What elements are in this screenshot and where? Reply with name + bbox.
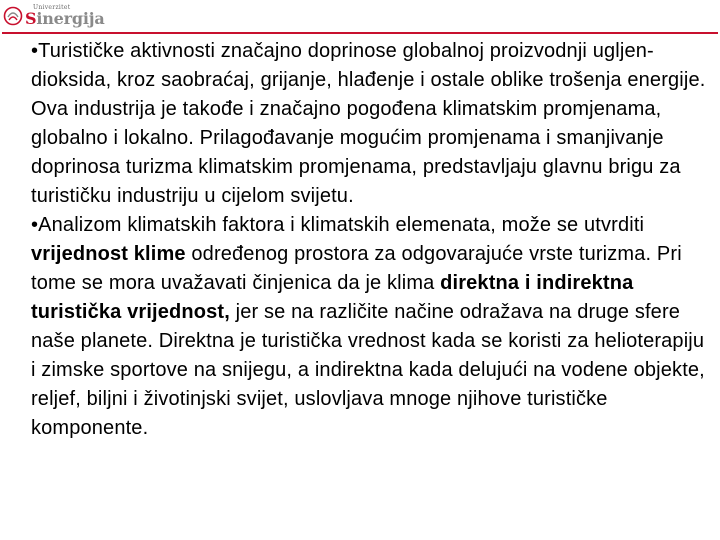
paragraph-2-bold-1: vrijednost klime [31,243,186,265]
paragraph-2-text-1: Analizom klimatskih faktora i klimatskih elemenata, može se utvrditi [38,214,645,236]
university-logo [3,2,105,30]
logo-initial: S [25,9,37,28]
logo-main-text [25,11,105,27]
university-logo-icon [3,6,23,26]
paragraph-1 [31,37,711,211]
bullet: • [31,214,39,236]
logo-text [25,5,105,27]
logo-small-text: Univerzitet [33,4,71,11]
bullet: • [31,40,39,62]
logo-name-rest: inergija [36,9,105,28]
paragraph-1-text: Turističke aktivnosti značajno doprinose globalnoj proizvodnji ugljen-dioksida, kroz saobraćaj, grijanje, hlađenje i ostale oblike trošenja energije. Ova industrija je takođe i značajno pogođena klimatskim promjenama, globalno i lokalno. Prilagođavanje mogućim promjenama i smanjivanje doprinosa turizma klimatskim promjenama, predstavljaju glavnu brigu za turističku industriju u cijelom svijetu. [31,40,706,207]
paragraph-2-bold-2: direktna i indirektna turistička vrijednost, [31,272,634,323]
header-divider [2,32,718,34]
slide-content [31,37,711,443]
paragraph-2-text-2: određenog prostora za odgovarajuće vrste turizma. Pri tome se mora uvažavati činjenica da je klima [31,243,682,294]
paragraph-2-text-3: jer se na različite načine odražava na druge sfere naše planete. Direktna je turistička vrednost kada se koristi za helioterapiju i zimske sportove na snijegu, a indirektna kada delujući na vodene objekte, reljef, biljni i životinjski svijet, uslovljava mnoge njihove turističke komponente. [31,301,705,439]
paragraph-2 [31,211,711,443]
